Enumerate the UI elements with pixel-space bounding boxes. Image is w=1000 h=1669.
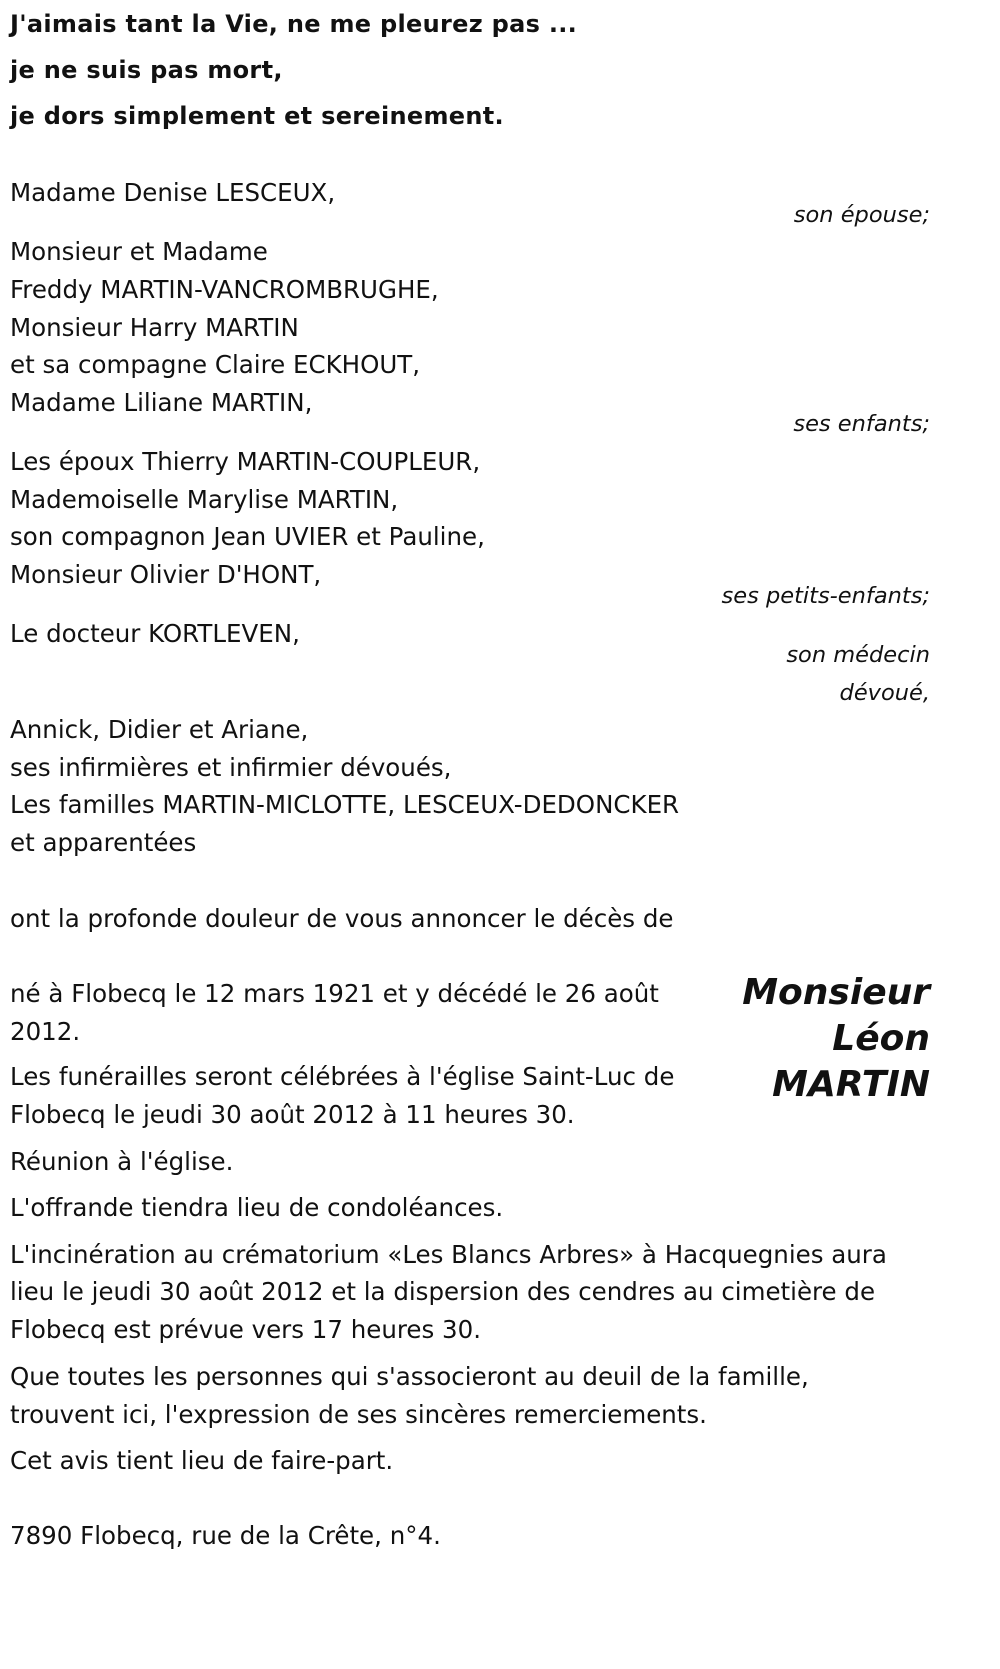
funeral-line: Flobecq le jeudi 30 août 2012 à 11 heures 30. [10, 1100, 575, 1129]
birth-death-line: né à Flobecq le 12 mars 1921 et y décédé le 26 août [10, 979, 659, 1008]
relatives-line: ses infirmières et infirmier dévoués, [10, 753, 452, 782]
doctor-role-line-1: son médecin [786, 642, 930, 668]
deceased-title: Monsieur [742, 972, 930, 1013]
thanks-line: trouvent ici, l'expression de ses sincères remerciements. [10, 1400, 707, 1429]
grandchildren-line: Les époux Thierry MARTIN-COUPLEUR, [10, 447, 481, 476]
offering-line: L'offrande tiendra lieu de condoléances. [10, 1193, 504, 1222]
cremation-line: lieu le jeudi 30 août 2012 et la dispersion des cendres au cimetière de [10, 1277, 876, 1306]
relatives-line: Les familles MARTIN-MICLOTTE, LESCEUX-DEDONCKER [10, 790, 680, 819]
spouse-role: son épouse; [793, 202, 930, 228]
birth-death-line: 2012. [10, 1017, 81, 1046]
children-line: Freddy MARTIN-VANCROMBRUGHE, [10, 275, 439, 304]
grandchildren-role: ses petits-enfants; [721, 583, 930, 609]
spouse-name: Madame Denise LESCEUX, [10, 178, 336, 207]
deceased-last-name: MARTIN [772, 1064, 930, 1105]
children-line: Monsieur Harry MARTIN [10, 313, 299, 342]
cremation-line: Flobecq est prévue vers 17 heures 30. [10, 1315, 482, 1344]
grandchildren-line: Monsieur Olivier D'HONT, [10, 560, 322, 589]
cremation-line: L'incinération au crématorium «Les Blancs Arbres» à Hacquegnies aura [10, 1240, 887, 1269]
notice-line: Cet avis tient lieu de faire-part. [10, 1446, 394, 1475]
verse-line-3: je dors simplement et sereinement. [10, 102, 504, 130]
doctor-role-line-2: dévoué, [839, 680, 930, 706]
deceased-first-name: Léon [832, 1018, 930, 1059]
children-line: et sa compagne Claire ECKHOUT, [10, 350, 421, 379]
address: 7890 Flobecq, rue de la Crête, n°4. [10, 1521, 441, 1550]
relatives-line: et apparentées [10, 828, 197, 857]
children-line: Monsieur et Madame [10, 237, 268, 266]
verse-line-2: je ne suis pas mort, [10, 56, 283, 84]
relatives-line: Annick, Didier et Ariane, [10, 715, 309, 744]
verse-line-1: J'aimais tant la Vie, ne me pleurez pas ... [10, 10, 578, 38]
meeting-line: Réunion à l'église. [10, 1147, 234, 1176]
announcement: ont la profonde douleur de vous annoncer le décès de [10, 904, 674, 933]
funeral-line: Les funérailles seront célébrées à l'église Saint-Luc de [10, 1062, 675, 1091]
children-line: Madame Liliane MARTIN, [10, 388, 313, 417]
grandchildren-line: Mademoiselle Marylise MARTIN, [10, 485, 399, 514]
children-role: ses enfants; [793, 411, 930, 437]
doctor-name: Le docteur KORTLEVEN, [10, 619, 300, 648]
grandchildren-line: son compagnon Jean UVIER et Pauline, [10, 522, 485, 551]
thanks-line: Que toutes les personnes qui s'associeront au deuil de la famille, [10, 1362, 809, 1391]
